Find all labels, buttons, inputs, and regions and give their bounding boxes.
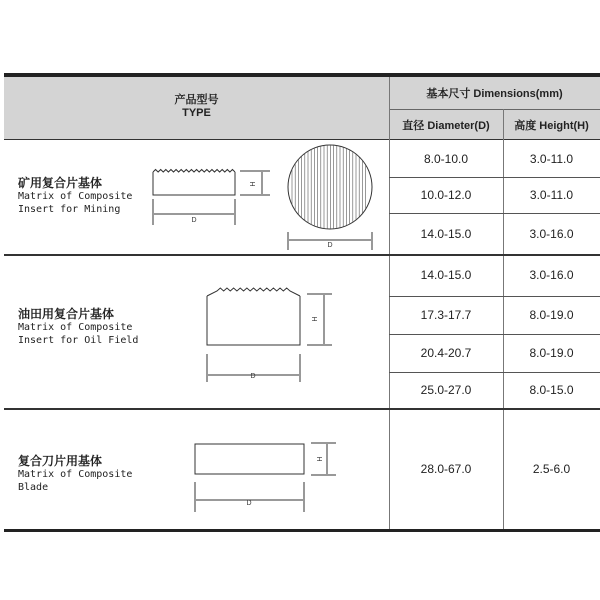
h-label: H [315, 456, 322, 462]
name-en: Insert for Mining [18, 203, 121, 215]
d-label: D [246, 500, 252, 507]
diameter-cell: 8.0-10.0 [423, 151, 469, 166]
side-view-outline [153, 172, 235, 195]
height-cell: 3.0-11.0 [529, 188, 574, 202]
dimensions-header: 基本尺寸 Dimensions(mm) [426, 88, 563, 100]
height-cell: 3.0-11.0 [529, 151, 574, 166]
name-en: Matrix of Composite [18, 191, 133, 202]
height-cell: 3.0-16.0 [529, 268, 574, 282]
diameter-cell: 28.0-67.0 [420, 461, 472, 476]
section-name-oil-field [18, 307, 138, 347]
name-en: Matrix of Composite [18, 322, 133, 333]
name-en: Insert for Oil Field [18, 334, 139, 346]
name-zh: 油田用复合片基体 [18, 307, 115, 321]
height-cell: 3.0-16.0 [529, 226, 574, 241]
d-label: D [327, 242, 333, 249]
bottom-rule [4, 529, 600, 532]
diameter-cell: 17.3-17.7 [420, 308, 472, 322]
diameter-cell: 25.0-27.0 [420, 383, 472, 397]
height-cell: 8.0-19.0 [529, 346, 574, 360]
d-label: D [191, 217, 197, 224]
section-name-blade [18, 454, 132, 494]
type-header-zh: 产品型号 [174, 94, 219, 106]
oil-side-outline [207, 296, 300, 345]
h-label: H [248, 181, 255, 187]
height-header: 高度 Height(H) [514, 120, 589, 132]
name-zh: 矿用复合片基体 [18, 176, 103, 190]
height-cell: 8.0-15.0 [529, 383, 574, 397]
h-label: H [310, 316, 317, 322]
diameter-cell: 14.0-15.0 [420, 226, 472, 241]
type-header-en: TYPE [182, 107, 211, 119]
name-zh: 复合刀片用基体 [18, 454, 103, 468]
height-cell: 2.5-6.0 [532, 461, 571, 476]
name-en: Blade [18, 481, 49, 493]
diameter-cell: 14.0-15.0 [420, 268, 472, 282]
d-label: D [250, 373, 256, 380]
diameter-header: 直径 Diameter(D) [402, 120, 490, 132]
diameter-cell: 20.4-20.7 [420, 346, 472, 360]
height-cell: 8.0-19.0 [529, 308, 574, 322]
serrated-top [153, 170, 235, 173]
name-en: Matrix of Composite [18, 469, 133, 480]
diameter-cell: 10.0-12.0 [420, 188, 472, 202]
blade-outline [195, 444, 304, 474]
